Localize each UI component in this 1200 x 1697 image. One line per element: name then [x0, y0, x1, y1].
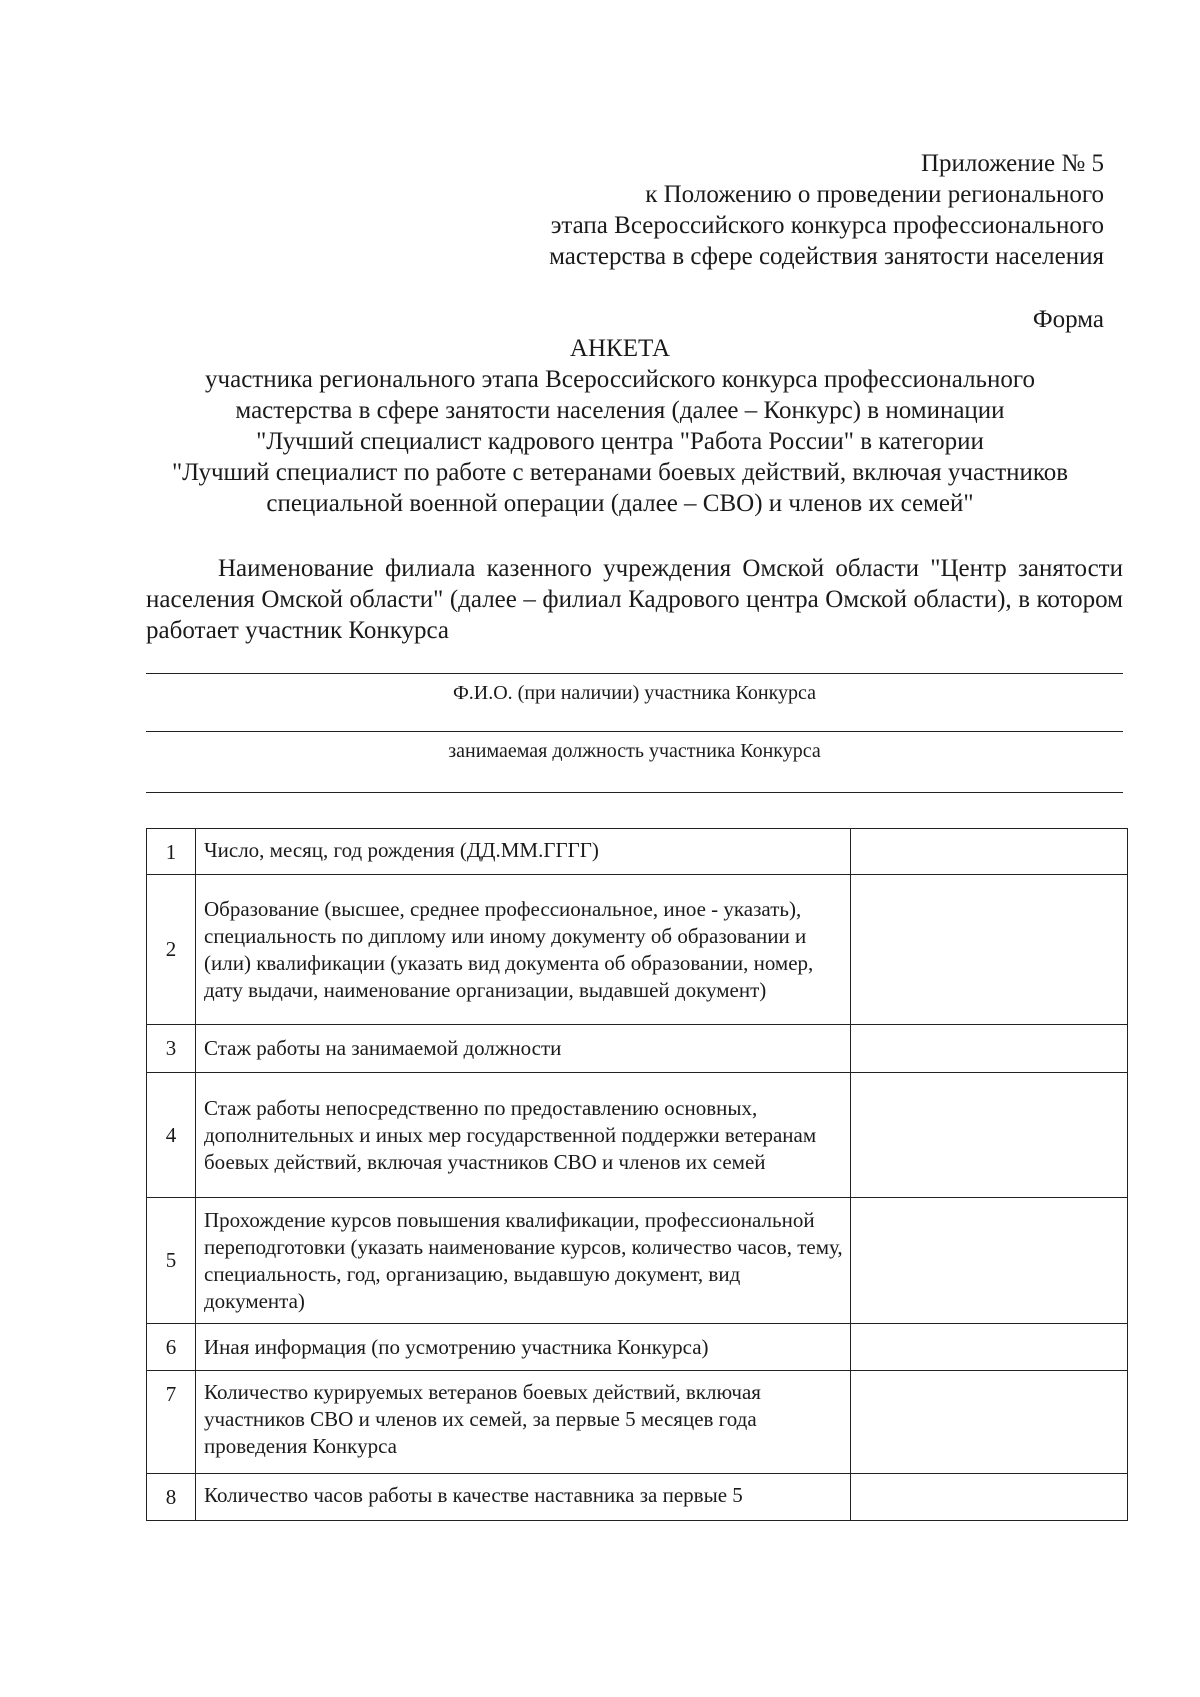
position-line[interactable] [146, 792, 1123, 793]
table-row [147, 1073, 1128, 1198]
answer-cell[interactable] [851, 1198, 1128, 1324]
row-question: Стаж работы непосредственно по предоставлению основных, дополнительных и иных мер государственной поддержки ветеранам боевых действий, включая участников СВО и членов их семей [196, 1073, 851, 1198]
table-row [147, 1474, 1128, 1521]
row-number: 6 [147, 1324, 196, 1371]
answer-cell[interactable] [851, 1073, 1128, 1198]
row-number: 3 [147, 1025, 196, 1073]
position-caption: занимаемая должность участника Конкурса [448, 740, 821, 762]
answer-cell[interactable] [851, 1025, 1128, 1073]
branch-name-line[interactable] [146, 673, 1123, 674]
table-row [147, 875, 1128, 1025]
answer-cell[interactable] [851, 829, 1128, 875]
title-line: специальной военной операции (далее – СВО) и членов их семей" [266, 490, 974, 517]
intro-paragraph: Наименование филиала казенного учреждения Омской области "Центр занятости населения Омской области" (далее – филиал Кадрового центра Омской области), в котором работает участник Конкурса [146, 555, 1123, 644]
row-question: Число, месяц, год рождения (ДД.ММ.ГГГГ) [196, 829, 851, 875]
row-number: 2 [147, 875, 196, 1025]
table-row [147, 1198, 1128, 1324]
table-row [147, 1371, 1128, 1474]
row-number: 4 [147, 1073, 196, 1198]
answer-cell[interactable] [851, 1371, 1128, 1474]
fio-line[interactable] [146, 731, 1123, 732]
row-number: 1 [147, 829, 196, 875]
title-line: "Лучший специалист кадрового центра "Работа России" в категории [256, 428, 984, 455]
fio-caption: Ф.И.О. (при наличии) участника Конкурса [452, 682, 817, 704]
table-row [147, 1324, 1128, 1371]
row-question: Количество курируемых ветеранов боевых действий, включая участников СВО и членов их семей, за первые 5 месяцев года проведения Конкурса [196, 1371, 851, 1474]
answer-cell[interactable] [851, 1474, 1128, 1521]
appendix-line: к Положению о проведении регионального [645, 181, 1104, 208]
row-question: Количество часов работы в качестве наставника за первые 5 [196, 1474, 851, 1521]
table-row [147, 1025, 1128, 1073]
title-line: "Лучший специалист по работе с ветеранами боевых действий, включая участников [171, 459, 1069, 486]
row-question: Прохождение курсов повышения квалификации, профессиональной переподготовки (указать наименование курсов, количество часов, тему, специальность, год, организацию, выдавшую документ, вид документа) [196, 1198, 851, 1324]
title-line: мастерства в сфере занятости населения (далее – Конкурс) в номинации [235, 397, 1005, 424]
appendix-line: мастерства в сфере содействия занятости населения [549, 243, 1104, 270]
row-number: 8 [147, 1474, 196, 1521]
row-question: Образование (высшее, среднее профессиональное, иное - указать), специальность по диплому или иному документу об образовании и (или) квалификации (указать вид документа об образовании, номер, дату выдачи, наименование организации, выдавшей документ) [196, 875, 851, 1025]
table-row [147, 829, 1128, 875]
appendix-line: этапа Всероссийского конкурса профессионального [550, 212, 1104, 239]
row-question: Стаж работы на занимаемой должности [196, 1025, 851, 1073]
questionnaire-table [146, 828, 1128, 1521]
document-title [140, 333, 1100, 519]
title-heading: АНКЕТА [569, 335, 671, 362]
title-line: участника регионального этапа Всероссийского конкурса профессионального [205, 366, 1035, 393]
answer-cell[interactable] [851, 1324, 1128, 1371]
row-number: 7 [147, 1371, 196, 1474]
appendix-line: Приложение № 5 [920, 150, 1104, 177]
row-number: 5 [147, 1198, 196, 1324]
row-question: Иная информация (по усмотрению участника Конкурса) [196, 1324, 851, 1371]
appendix-header [404, 148, 1104, 272]
answer-cell[interactable] [851, 875, 1128, 1025]
form-label: Форма [1032, 306, 1104, 333]
